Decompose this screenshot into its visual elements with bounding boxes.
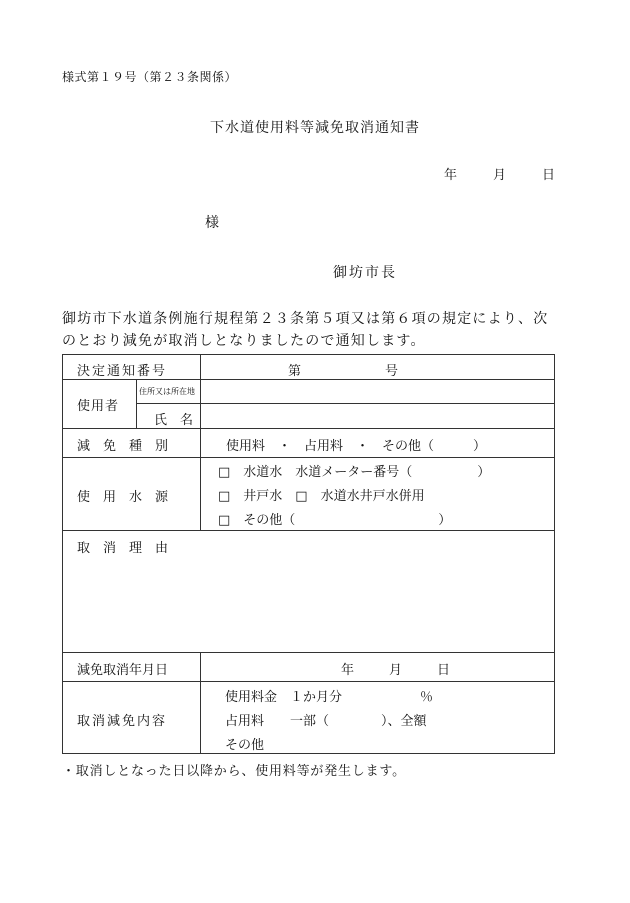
exemption-type-value: 使用料 ・ 占用料 ・ その他（ ） xyxy=(226,439,487,454)
water-option-other: □ その他（ ） xyxy=(218,513,452,528)
document-title: 下水道使用料等減免取消通知書 xyxy=(210,120,420,136)
row-divider xyxy=(63,428,554,429)
addressee-suffix: 様 xyxy=(205,215,219,231)
exemption-type-label: 減 免 種 別 xyxy=(77,439,169,454)
cancel-month-label: 月 xyxy=(389,663,403,678)
row-divider xyxy=(63,681,554,682)
body-text: 御坊市下水道条例施行規程第２３条第５項又は第６項の規定により、次のとおり減免が取消しとなりましたので通知します。 xyxy=(62,311,549,349)
water-option-tap: □ 水道水 水道メーター番号（ ） xyxy=(218,465,491,480)
cancel-date-label: 減免取消年月日 xyxy=(77,663,169,678)
column-divider xyxy=(136,379,137,428)
user-label: 使用者 xyxy=(77,399,120,414)
water-option-well: □ 井戸水 □ 水道水井戸水併用 xyxy=(218,489,425,504)
decision-dai: 第 xyxy=(288,364,302,379)
column-divider xyxy=(200,652,201,753)
form-number: 様式第１９号（第２３条関係） xyxy=(62,70,238,84)
date-day-label: 日 xyxy=(542,168,556,183)
date-month-label: 月 xyxy=(493,168,507,183)
column-divider xyxy=(200,355,201,530)
cancel-reason-label: 取 消 理 由 xyxy=(77,541,169,556)
date-year-label: 年 xyxy=(444,168,458,183)
issuer-name: 御坊市長 xyxy=(333,265,397,281)
content-occupancy-fee: 占用料 一部（ ）、全額 xyxy=(225,714,427,729)
cancel-day-label: 日 xyxy=(437,663,451,678)
cancel-year-label: 年 xyxy=(341,663,355,678)
address-label: 住所又は所在地 xyxy=(139,387,195,396)
cancel-content-label: 取消減免内容 xyxy=(77,714,168,729)
row-divider xyxy=(63,652,554,653)
row-divider xyxy=(63,530,554,531)
content-usage-fee: 使用料金 １か月分 ％ xyxy=(225,690,434,705)
row-divider xyxy=(63,457,554,458)
name-label: 氏 名 xyxy=(154,413,194,428)
footer-note: ・取消しとなった日以降から、使用料等が発生します。 xyxy=(62,764,406,779)
decision-number-label: 決定通知番号 xyxy=(77,364,168,379)
notice-table xyxy=(62,354,555,754)
water-source-label: 使 用 水 源 xyxy=(77,490,169,505)
row-divider xyxy=(136,403,554,404)
content-other: その他 xyxy=(225,738,265,753)
decision-go: 号 xyxy=(385,364,399,379)
